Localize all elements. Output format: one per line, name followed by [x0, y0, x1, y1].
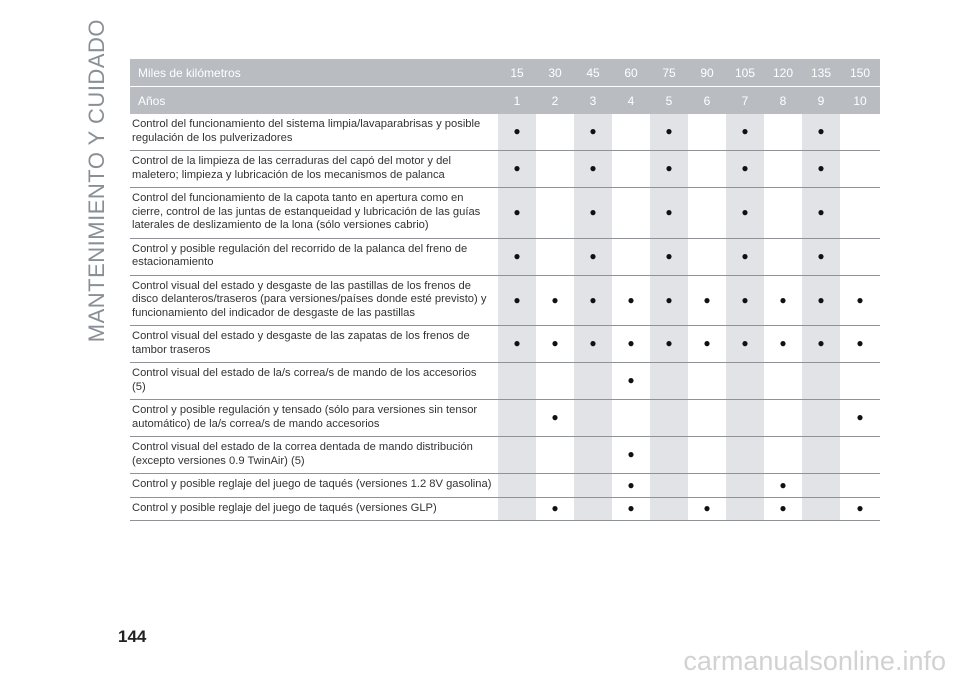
schedule-cell	[802, 239, 840, 276]
schedule-cell	[498, 276, 536, 327]
schedule-cell	[840, 114, 880, 151]
table-row	[130, 276, 880, 327]
schedule-cell	[650, 363, 688, 400]
schedule-cell	[688, 151, 726, 188]
check-mark-dot: ●	[589, 205, 597, 219]
schedule-cell	[536, 363, 574, 400]
schedule-cell	[802, 276, 840, 327]
schedule-cell	[612, 276, 650, 327]
schedule-cell	[726, 276, 764, 327]
maintenance-table-body	[130, 114, 880, 521]
check-mark-dot: ●	[665, 248, 673, 263]
row-description: Control de la limpieza de las cerraduras del capó del motor y del maletero; limpieza y lubricación de los mecanismos de palanca	[130, 151, 498, 188]
table-row	[130, 400, 880, 437]
check-mark-dot: ●	[856, 292, 864, 307]
schedule-cell	[650, 498, 688, 522]
schedule-cell	[840, 498, 880, 522]
schedule-cell	[840, 474, 880, 498]
km-header-2: 30	[536, 59, 574, 87]
year-header-1: 1	[498, 87, 536, 114]
schedule-cell	[764, 188, 802, 239]
schedule-cell	[726, 326, 764, 363]
check-mark-dot: ●	[513, 124, 521, 139]
schedule-cell	[612, 114, 650, 151]
schedule-cell	[612, 239, 650, 276]
schedule-cell	[840, 188, 880, 239]
schedule-cell	[726, 239, 764, 276]
row-description: Control y posible reglaje del juego de taqués (versiones GLP)	[130, 498, 498, 522]
check-mark-dot: ●	[703, 292, 711, 307]
section-side-title	[84, 18, 110, 342]
schedule-cell	[840, 326, 880, 363]
kilometers-header-row	[130, 59, 880, 87]
km-header-4: 60	[612, 59, 650, 87]
check-mark-dot: ●	[703, 336, 711, 351]
check-mark-dot: ●	[551, 410, 559, 425]
km-header-7: 105	[726, 59, 764, 87]
schedule-cell	[688, 188, 726, 239]
schedule-cell	[764, 363, 802, 400]
schedule-cell	[612, 326, 650, 363]
table-row	[130, 326, 880, 363]
schedule-cell	[688, 400, 726, 437]
schedule-cell	[840, 363, 880, 400]
schedule-cell	[498, 498, 536, 522]
check-mark-dot: ●	[627, 373, 635, 388]
check-mark-dot: ●	[817, 292, 825, 307]
schedule-cell	[650, 400, 688, 437]
schedule-cell	[536, 498, 574, 522]
schedule-cell	[764, 239, 802, 276]
schedule-cell	[726, 188, 764, 239]
schedule-cell	[498, 400, 536, 437]
section-side-title-text: MANTENIMIENTO Y CUIDADO	[84, 18, 109, 342]
check-mark-dot: ●	[589, 124, 597, 139]
schedule-cell	[840, 151, 880, 188]
schedule-cell	[840, 276, 880, 327]
km-header-1: 15	[498, 59, 536, 87]
check-mark-dot: ●	[779, 501, 787, 515]
schedule-cell	[726, 498, 764, 522]
check-mark-dot: ●	[589, 248, 597, 263]
schedule-cell	[802, 188, 840, 239]
check-mark-dot: ●	[627, 477, 635, 492]
check-mark-dot: ●	[817, 336, 825, 351]
schedule-cell	[764, 151, 802, 188]
check-mark-dot: ●	[741, 336, 749, 351]
check-mark-dot: ●	[665, 336, 673, 351]
year-header-8: 8	[764, 87, 802, 114]
schedule-cell	[764, 276, 802, 327]
schedule-cell	[536, 188, 574, 239]
schedule-cell	[688, 276, 726, 327]
years-header-row	[130, 87, 880, 114]
schedule-cell	[612, 474, 650, 498]
schedule-cell	[536, 474, 574, 498]
km-header-8: 120	[764, 59, 802, 87]
year-header-9: 9	[802, 87, 840, 114]
year-header-4: 4	[612, 87, 650, 114]
check-mark-dot: ●	[856, 336, 864, 351]
check-mark-dot: ●	[627, 292, 635, 307]
schedule-cell	[574, 151, 612, 188]
check-mark-dot: ●	[741, 161, 749, 176]
schedule-cell	[764, 326, 802, 363]
table-row	[130, 114, 880, 151]
kilometers-header-label: Miles de kilómetros	[130, 59, 498, 87]
schedule-cell	[726, 437, 764, 474]
schedule-cell	[612, 437, 650, 474]
schedule-cell	[612, 151, 650, 188]
schedule-cell	[612, 498, 650, 522]
year-header-2: 2	[536, 87, 574, 114]
check-mark-dot: ●	[817, 205, 825, 219]
table-row	[130, 151, 880, 188]
maintenance-schedule-table	[130, 59, 880, 521]
schedule-cell	[650, 276, 688, 327]
schedule-cell	[612, 188, 650, 239]
schedule-cell	[574, 498, 612, 522]
schedule-cell	[612, 363, 650, 400]
schedule-cell	[536, 276, 574, 327]
schedule-cell	[650, 437, 688, 474]
schedule-cell	[802, 400, 840, 437]
schedule-cell	[574, 188, 612, 239]
table-row	[130, 437, 880, 474]
schedule-cell	[764, 400, 802, 437]
check-mark-dot: ●	[741, 292, 749, 307]
schedule-cell	[726, 151, 764, 188]
check-mark-dot: ●	[741, 248, 749, 263]
schedule-cell	[840, 437, 880, 474]
km-header-10: 150	[840, 59, 880, 87]
table-row	[130, 474, 880, 498]
schedule-cell	[726, 114, 764, 151]
check-mark-dot: ●	[589, 292, 597, 307]
check-mark-dot: ●	[513, 336, 521, 351]
check-mark-dot: ●	[513, 161, 521, 176]
check-mark-dot: ●	[703, 501, 711, 515]
km-header-9: 135	[802, 59, 840, 87]
row-description: Control y posible regulación del recorrido de la palanca del freno de estacionamiento	[130, 239, 498, 276]
check-mark-dot: ●	[779, 336, 787, 351]
table-row	[130, 239, 880, 276]
check-mark-dot: ●	[817, 124, 825, 139]
year-header-10: 10	[840, 87, 880, 114]
schedule-cell	[650, 474, 688, 498]
km-header-5: 75	[650, 59, 688, 87]
schedule-cell	[498, 363, 536, 400]
schedule-cell	[574, 437, 612, 474]
year-header-5: 5	[650, 87, 688, 114]
schedule-cell	[764, 474, 802, 498]
schedule-cell	[802, 151, 840, 188]
km-header-6: 90	[688, 59, 726, 87]
check-mark-dot: ●	[627, 501, 635, 515]
check-mark-dot: ●	[627, 447, 635, 462]
schedule-cell	[574, 474, 612, 498]
row-description: Control y posible regulación y tensado (sólo para versiones sin tensor automático) de la/s correa/s de mando accesorios	[130, 400, 498, 437]
schedule-cell	[688, 326, 726, 363]
schedule-cell	[498, 437, 536, 474]
footer-watermark: carmanualsonline.info	[683, 646, 946, 676]
schedule-cell	[536, 437, 574, 474]
schedule-cell	[650, 326, 688, 363]
schedule-cell	[802, 114, 840, 151]
table-row	[130, 363, 880, 400]
check-mark-dot: ●	[856, 501, 864, 515]
years-header-label: Años	[130, 87, 498, 114]
check-mark-dot: ●	[551, 292, 559, 307]
check-mark-dot: ●	[741, 124, 749, 139]
check-mark-dot: ●	[513, 248, 521, 263]
check-mark-dot: ●	[589, 336, 597, 351]
schedule-cell	[840, 400, 880, 437]
schedule-cell	[498, 188, 536, 239]
schedule-cell	[536, 114, 574, 151]
schedule-cell	[536, 400, 574, 437]
check-mark-dot: ●	[513, 205, 521, 219]
schedule-cell	[536, 151, 574, 188]
schedule-cell	[650, 239, 688, 276]
check-mark-dot: ●	[817, 248, 825, 263]
year-header-6: 6	[688, 87, 726, 114]
schedule-cell	[650, 188, 688, 239]
schedule-cell	[802, 326, 840, 363]
check-mark-dot: ●	[741, 205, 749, 219]
schedule-cell	[536, 326, 574, 363]
schedule-cell	[726, 474, 764, 498]
check-mark-dot: ●	[779, 477, 787, 492]
check-mark-dot: ●	[665, 124, 673, 139]
schedule-cell	[536, 239, 574, 276]
row-description: Control visual del estado de la correa dentada de mando distribución (excepto versiones 0.9 TwinAir) (5)	[130, 437, 498, 474]
schedule-cell	[498, 151, 536, 188]
schedule-cell	[764, 498, 802, 522]
page-number: 144	[118, 627, 147, 646]
check-mark-dot: ●	[589, 161, 597, 176]
check-mark-dot: ●	[513, 292, 521, 307]
row-description: Control visual del estado y desgaste de las pastillas de los frenos de disco delanteros/traseros (para versiones/países donde esté previsto) y funcionamiento del indicador de desgaste de las pastillas	[130, 276, 498, 327]
row-description: Control del funcionamiento de la capota tanto en apertura como en cierre, control de las juntas de estanqueidad y lubricación de las guías laterales de deslizamiento de la lona (sólo versiones cabrio)	[130, 188, 498, 239]
schedule-cell	[498, 326, 536, 363]
schedule-cell	[612, 400, 650, 437]
schedule-cell	[764, 114, 802, 151]
schedule-cell	[802, 474, 840, 498]
schedule-cell	[726, 400, 764, 437]
schedule-cell	[840, 239, 880, 276]
km-header-3: 45	[574, 59, 612, 87]
check-mark-dot: ●	[779, 292, 787, 307]
row-description: Control del funcionamiento del sistema limpia/lavaparabrisas y posible regulación de los pulverizadores	[130, 114, 498, 151]
check-mark-dot: ●	[627, 336, 635, 351]
schedule-cell	[688, 437, 726, 474]
year-header-7: 7	[726, 87, 764, 114]
schedule-cell	[688, 363, 726, 400]
schedule-cell	[802, 363, 840, 400]
schedule-cell	[688, 239, 726, 276]
schedule-cell	[802, 498, 840, 522]
row-description: Control visual del estado de la/s correa/s de mando de los accesorios (5)	[130, 363, 498, 400]
row-description: Control visual del estado y desgaste de las zapatas de los frenos de tambor traseros	[130, 326, 498, 363]
schedule-cell	[574, 363, 612, 400]
schedule-cell	[574, 114, 612, 151]
schedule-cell	[802, 437, 840, 474]
check-mark-dot: ●	[665, 161, 673, 176]
table-row	[130, 498, 880, 522]
check-mark-dot: ●	[817, 161, 825, 176]
schedule-cell	[650, 151, 688, 188]
schedule-cell	[688, 114, 726, 151]
schedule-cell	[688, 498, 726, 522]
check-mark-dot: ●	[665, 205, 673, 219]
schedule-cell	[498, 114, 536, 151]
schedule-cell	[574, 400, 612, 437]
schedule-cell	[574, 276, 612, 327]
schedule-cell	[650, 114, 688, 151]
schedule-cell	[498, 474, 536, 498]
schedule-cell	[574, 239, 612, 276]
schedule-cell	[574, 326, 612, 363]
check-mark-dot: ●	[551, 501, 559, 515]
table-row	[130, 188, 880, 239]
check-mark-dot: ●	[856, 410, 864, 425]
schedule-cell	[498, 239, 536, 276]
row-description: Control y posible reglaje del juego de taqués (versiones 1.2 8V gasolina)	[130, 474, 498, 498]
schedule-cell	[764, 437, 802, 474]
check-mark-dot: ●	[551, 336, 559, 351]
schedule-cell	[688, 474, 726, 498]
schedule-cell	[726, 363, 764, 400]
year-header-3: 3	[574, 87, 612, 114]
check-mark-dot: ●	[665, 292, 673, 307]
